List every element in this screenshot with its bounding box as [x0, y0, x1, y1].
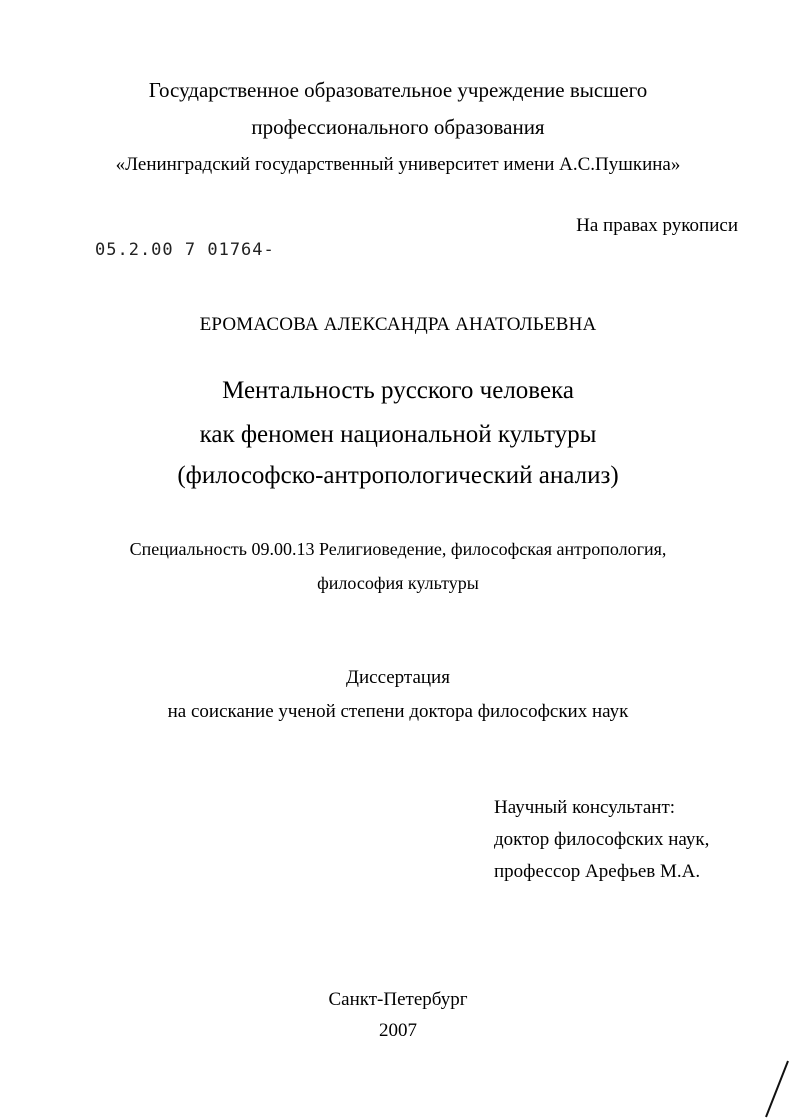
- author-name: ЕРОМАСОВА АЛЕКСАНДРА АНАТОЛЬЕВНА: [199, 314, 597, 335]
- institution-line-1: Государственное образовательное учреждение высшего: [148, 78, 648, 102]
- institution-line-2: профессионального образования: [251, 115, 545, 139]
- title-line-3: (философско-антропологический анализ): [177, 462, 619, 489]
- title-line-1: Ментальность русского человека: [222, 377, 574, 404]
- consultant-name: профессор Арефьев М.А.: [494, 861, 701, 882]
- degree-description: на соискание ученой степени доктора философских наук: [167, 701, 629, 722]
- city: Санкт-Петербург: [328, 989, 468, 1010]
- specialty-line-1: Специальность 09.00.13 Религиоведение, философская антропология,: [129, 539, 667, 559]
- specialty-line-2: философия культуры: [317, 573, 479, 593]
- dissertation-label: Диссертация: [346, 667, 450, 688]
- title-line-2: как феномен национальной культуры: [199, 421, 597, 448]
- consultant-heading: Научный консультант:: [494, 797, 676, 818]
- pen-stroke-mark: [760, 1059, 790, 1119]
- manuscript-note: На правах рукописи: [576, 215, 738, 236]
- university-name: «Ленинградский государственный университет имени А.С.Пушкина»: [115, 154, 681, 175]
- consultant-degree: доктор философских наук,: [494, 829, 710, 850]
- year: 2007: [379, 1020, 417, 1041]
- catalog-stamp: 05.2.00 7 01764-: [95, 240, 275, 260]
